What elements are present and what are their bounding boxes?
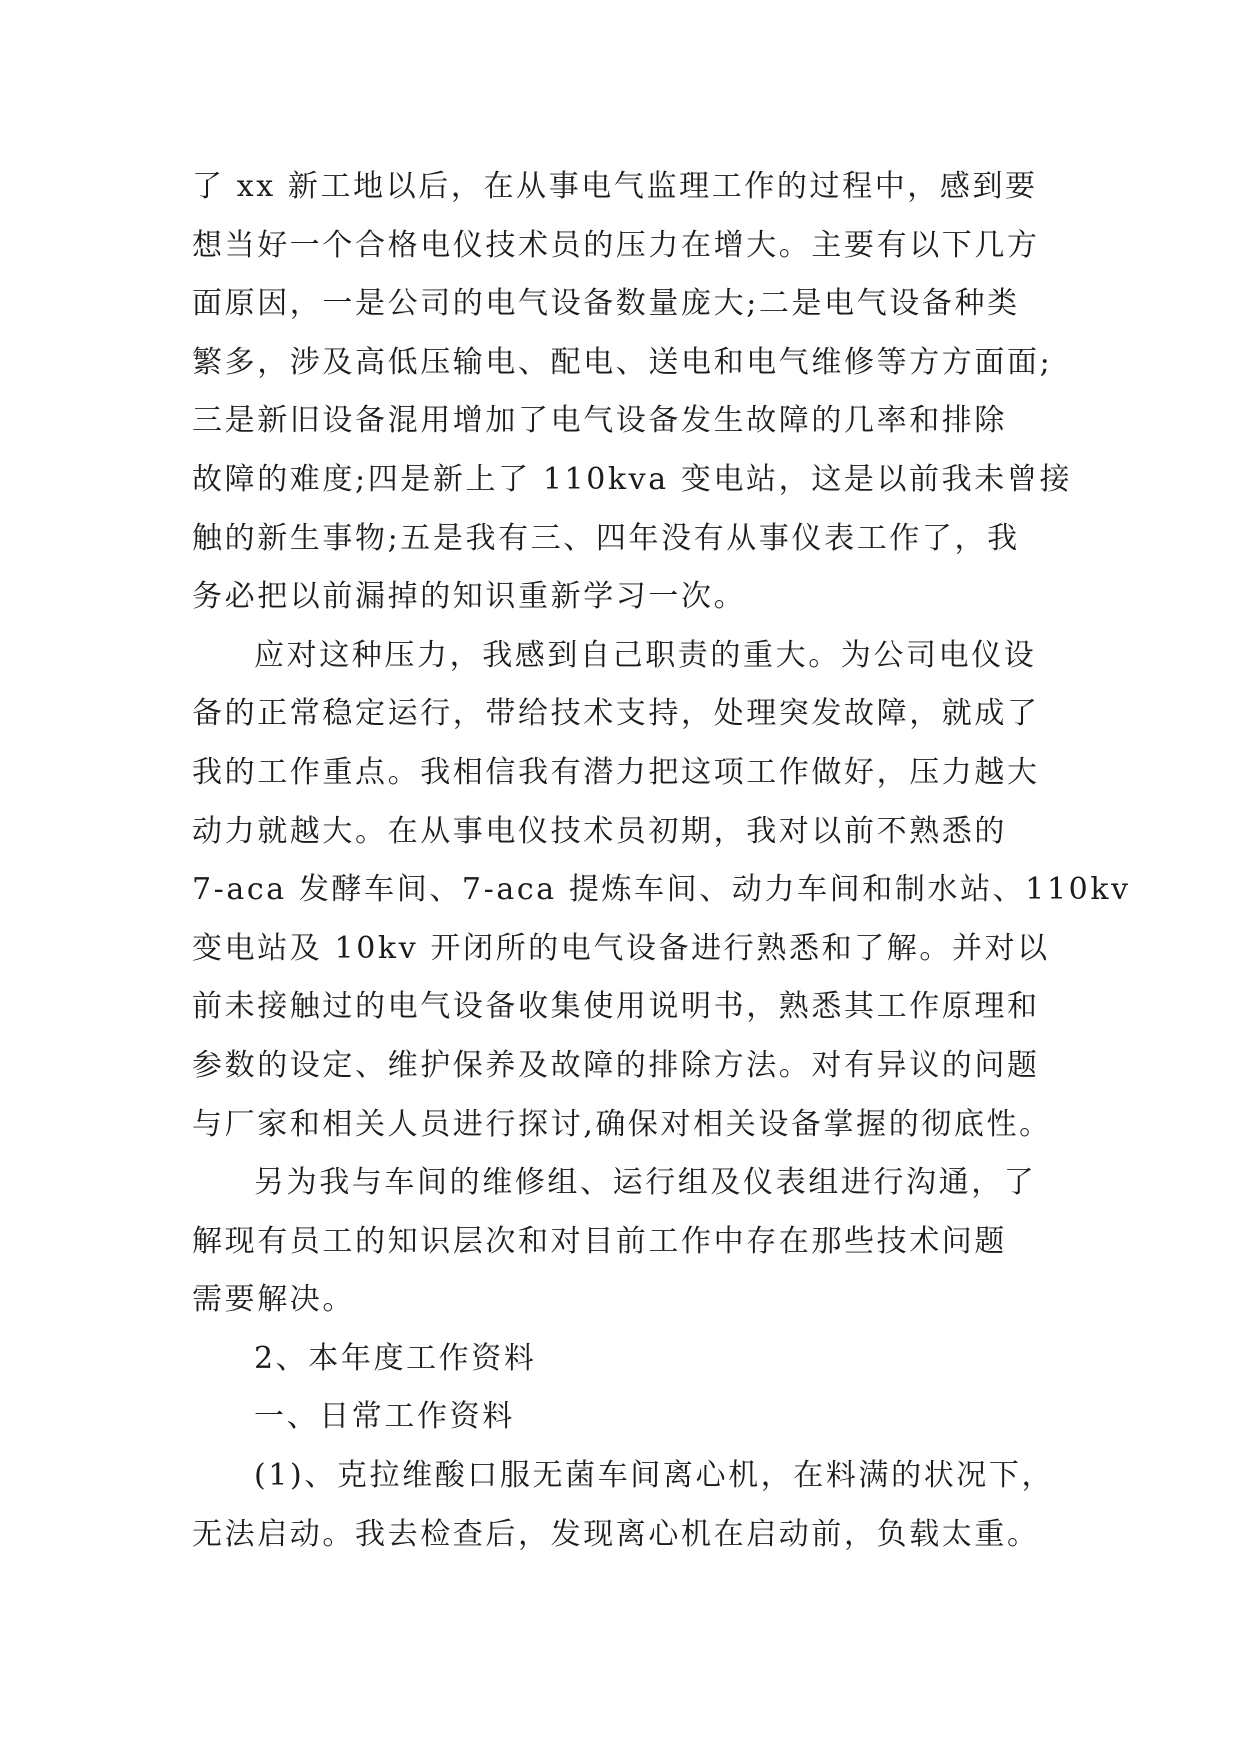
paragraph-start-line: 应对这种压力，我感到自己职责的重大。为公司电仪设 [254,637,1037,673]
text-line: 了 xx 新工地以后，在从事电气监理工作的过程中，感到要 [192,169,1038,204]
text-line: 前未接触过的电气设备收集使用说明书，熟悉其工作原理和 [192,989,1040,1025]
paragraph-start-line: (1)、克拉维酸口服无菌车间离心机，在料满的状况下， [254,1458,1055,1494]
text-line: 解现有员工的知识层次和对目前工作中存在那些技术问题 [192,1223,1007,1259]
text-line: 变电站及 10kv 开闭所的电气设备进行熟悉和了解。并对以 [192,930,1050,966]
section-heading: 2、本年度工作资料 [254,1340,537,1376]
text-line: 务必把以前漏掉的知识重新学习一次。 [192,579,747,615]
text-line: 动力就越大。在从事电仪技术员初期，我对以前不熟悉的 [192,813,1007,849]
text-line: 与厂家和相关人员进行探讨,确保对相关设备掌握的彻底性。 [192,1106,1052,1142]
subsection-heading: 一、日常工作资料 [254,1399,515,1435]
text-line: 想当好一个合格电仪技术员的压力在增大。主要有以下几方 [192,227,1040,263]
text-line: 需要解决。 [192,1282,355,1318]
text-line: 繁多，涉及高低压输电、配电、送电和电气维修等方方面面; [192,344,1053,380]
text-line: 参数的设定、维护保养及故障的排除方法。对有异议的问题 [192,1047,1040,1083]
text-line: 触的新生事物;五是我有三、四年没有从事仪表工作了，我 [192,520,1020,556]
document-body [192,158,1131,1564]
text-line: 面原因，一是公司的电气设备数量庞大;二是电气设备种类 [192,286,1020,322]
text-line: 故障的难度;四是新上了 110kva 变电站，这是以前我未曾接 [192,461,1073,497]
text-line: 三是新旧设备混用增加了电气设备发生故障的几率和排除 [192,403,1007,439]
text-line: 我的工作重点。我相信我有潜力把这项工作做好，压力越大 [192,754,1040,790]
text-line: 7-aca 发酵车间、7-aca 提炼车间、动力车间和制水站、110kv [192,872,1131,908]
text-line: 备的正常稳定运行，带给技术支持，处理突发故障，就成了 [192,696,1040,732]
paragraph-start-line: 另为我与车间的维修组、运行组及仪表组进行沟通，了 [254,1165,1037,1201]
text-line: 无法启动。我去检查后，发现离心机在启动前，负载太重。 [192,1516,1040,1552]
